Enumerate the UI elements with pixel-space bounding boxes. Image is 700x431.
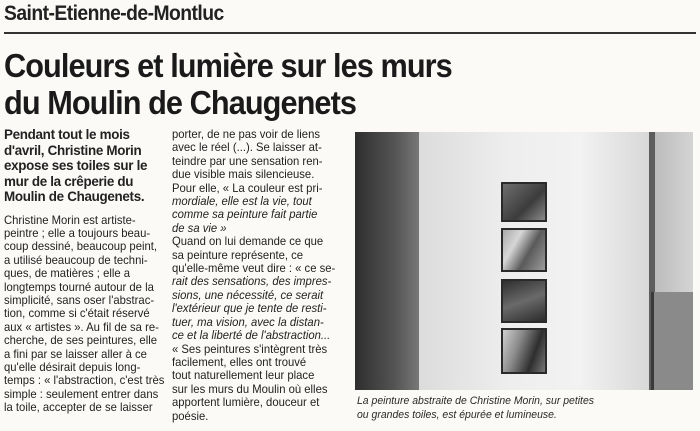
- body-line: tion, comme si c'était réservé: [4, 306, 150, 321]
- painting-canvas: [501, 279, 547, 323]
- body-line: sions, une nécessité, ce serait: [172, 287, 324, 302]
- body-line: apportent lumière, douceur et: [172, 395, 320, 410]
- body-line: Pour elle, « La couleur est pri-: [172, 180, 323, 195]
- caption-line: ou grandes toiles, est épurée et lumineuse.: [357, 408, 557, 421]
- body-line: facilement, elles ont trouvé: [172, 354, 307, 369]
- painting-canvas: [501, 228, 547, 272]
- body-line: longtemps tourné autour de la: [4, 279, 154, 294]
- body-line: mordiale, elle est la vie, tout: [172, 194, 312, 209]
- body-line: a fini par se laisser aller à ce: [4, 346, 147, 361]
- body-line: due visible mais silencieuse.: [172, 167, 315, 182]
- body-line: peintre ; elle a toujours beau-: [4, 225, 151, 240]
- body-line: sa peinture représente, ce: [172, 247, 304, 262]
- lead-line: mur de la crêperie du: [4, 173, 134, 189]
- body-line: temps : « l'abstraction, c'est très: [4, 373, 165, 388]
- body-line: ce et la liberté de l'abstraction...: [172, 328, 331, 343]
- rubric-rule: [4, 32, 696, 34]
- body-line: simplicité, sans oser l'abstrac-: [4, 292, 155, 307]
- body-line: teindre par une sensation ren-: [172, 153, 323, 168]
- body-line: qu'elle-même veut dire : « ce se-: [172, 261, 336, 276]
- body-line: aux « artistes ». Au fil de sa re-: [4, 319, 159, 334]
- column-2: [172, 128, 340, 423]
- photo-frame: [651, 292, 693, 390]
- body-line: l'extérieur que je tente de resti-: [172, 301, 327, 316]
- body-line: ques, de matières ; elle a: [4, 266, 131, 281]
- body-line: comme sa peinture fait partie: [172, 207, 318, 222]
- body-line: « Ses peintures s'intègrent très: [172, 341, 328, 356]
- article-photo: [355, 132, 693, 390]
- caption-line: La peinture abstraite de Christine Morin, sur petites: [357, 395, 594, 407]
- body-line: Christine Morin est artiste-: [4, 212, 136, 227]
- body-line: tuer, ma vision, avec la distan-: [172, 314, 324, 329]
- headline: [4, 47, 646, 121]
- lead-line: d'avril, Christine Morin: [4, 142, 142, 158]
- body-line: a utilisé beaucoup de techni-: [4, 252, 148, 267]
- body-text-1: [4, 212, 165, 415]
- lead-line: Moulin de Chaugenets.: [4, 189, 145, 204]
- photo-door: [655, 132, 693, 292]
- body-line: sur les murs du Moulin où elles: [172, 381, 328, 396]
- photo-shadow-wall: [355, 132, 421, 390]
- body-line: cherche, de ses peintures, elle: [4, 333, 157, 348]
- headline-line: Couleurs et lumière sur les murs: [4, 47, 452, 84]
- body-line: tout naturellement leur place: [172, 368, 315, 383]
- rubric-town: Saint-Etienne-de-Montluc: [4, 2, 224, 25]
- body-line: la toile, accepter de se laisser: [4, 400, 153, 415]
- body-line: de sa vie »: [172, 220, 227, 235]
- body-line: porter, de ne pas voir de liens: [172, 127, 320, 141]
- body-line: qu'elle désirait depuis long-: [4, 359, 141, 374]
- body-line: avec le réel (...). Se laisser at-: [172, 140, 322, 155]
- lead-line: Pendant tout le mois: [4, 127, 130, 142]
- headline-line: du Moulin de Chaugenets: [4, 84, 357, 121]
- column-1: [4, 127, 165, 415]
- painting-canvas: [501, 328, 547, 374]
- lead-line: expose ses toiles sur le: [4, 158, 148, 173]
- photo-caption: [357, 395, 693, 422]
- body-line: poésie.: [172, 408, 209, 423]
- body-line: simple : seulement entrer dans: [4, 386, 159, 401]
- lead-paragraph: [4, 127, 159, 205]
- painting-canvas: [501, 182, 547, 222]
- body-line: rait des sensations, des impres-: [172, 274, 332, 289]
- body-line: coup dessiné, beaucoup peint,: [4, 239, 158, 254]
- body-line: Quand on lui demande ce que: [172, 234, 324, 249]
